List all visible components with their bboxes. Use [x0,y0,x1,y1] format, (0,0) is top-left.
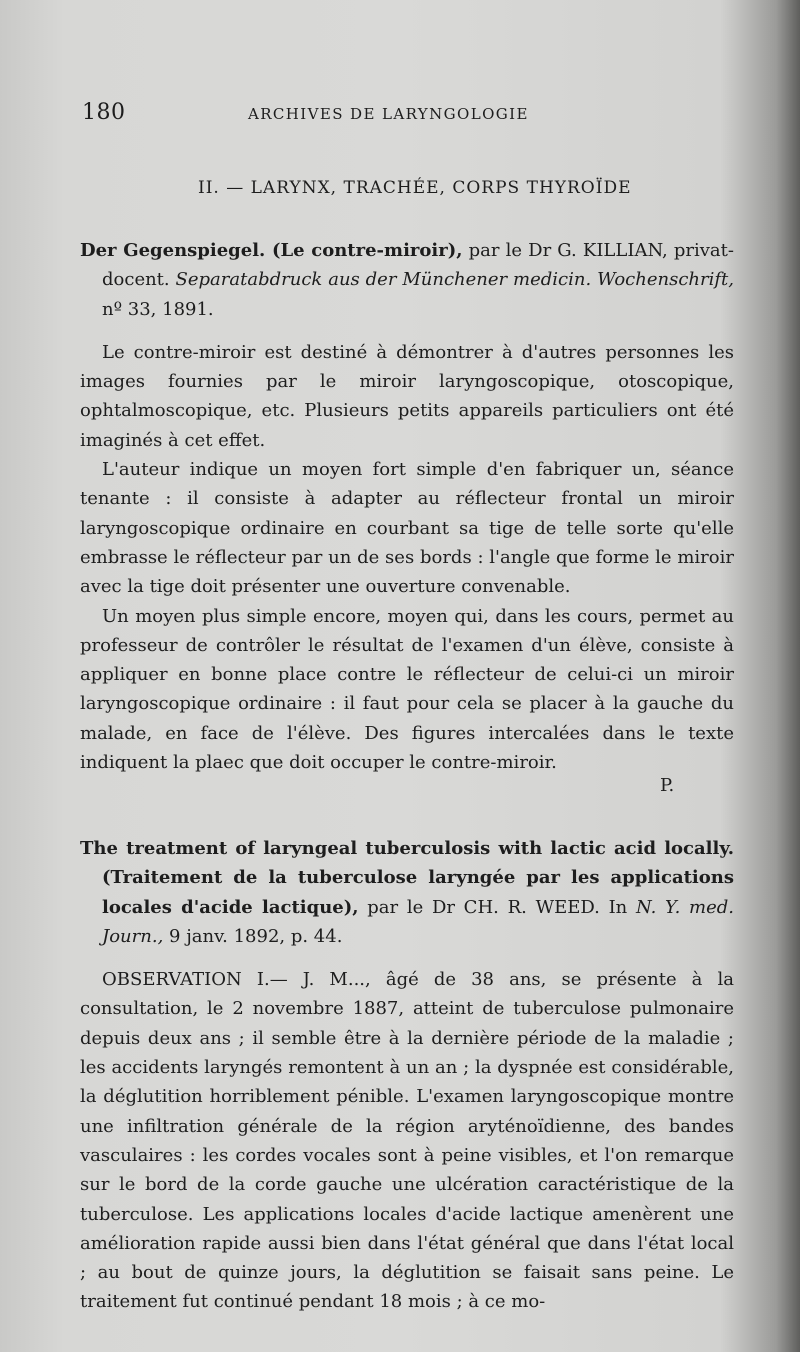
paragraph: Un moyen plus simple encore, moyen qui, dans les cours, permet au professeur de contrôler le résultat de l'examen d'un élève, consiste à appliquer en bonne place contre le réflecteur de celui-ci un miroir laryngoscopique ordinaire : il faut pour cela se placer à la gauche du malade, en face de l'élève. Des figures intercalées dans le texte indiquent la plaec que doit occuper le contre-miroir. [80,605,734,774]
article-source: Separatabdruck aus der Münchener medicin. Wochenschrift, [175,269,734,291]
spacer [80,324,734,338]
journal-title: ARCHIVES DE LARYNGOLOGIE [248,105,529,123]
article-author: par le Dr CH. R. WEED. In [367,896,628,918]
article-larynx-contre-miroir [80,236,734,777]
paragraph: Le contre-miroir est destiné à démontrer à d'autres personnes les images fournies par le miroir laryngoscopique, otoscopique, ophtalmoscopique, etc. Plusieurs petits appareils particuliers ont été imaginés à cet effet. [80,341,734,451]
article-issue: 9 janv. 1892, p. 44. [169,925,343,947]
page-number: 180 [82,100,126,125]
article-title: Der Gegenspiegel. (Le contre-miroir), [80,240,463,261]
article-citation [80,834,734,951]
observation-paragraph: OBSERVATION I.— J. M..., âgé de 38 ans, se présente à la consultation, le 2 novembre 1887, atteint de tuberculose pulmonaire depuis deux ans ; il semble être à la dernière période de la maladie ; les accidents laryngés remontent à un an ; la dyspnée est considérable, la déglutition horriblement pénible. L'examen laryngoscopique montre une infiltration générale de la région aryténoïdienne, des bandes vasculaires : les cordes vocales sont à peine visibles, et l'on remarque sur le bord de la corde gauche une ulcération caractéristique de la tuberculose. Les applications locales d'acide lactique amenèrent une amélioration rapide aussi bien dans l'état général que dans l'état local ; au bout de quinze jours, la déglutition se faisait sans peine. Le traitement fut continué pendant 18 mois ; à ce mo- [80,969,734,1313]
article-citation [80,236,734,324]
article-issue: nº 33, 1891. [102,298,214,320]
author-signature: P. [660,775,675,796]
article-laryngeal-tuberculosis [80,834,734,1317]
running-head [82,100,722,130]
article-title: The treatment of laryngeal tuberculosis with lactic acid locally. (Traitement de la tuberculose laryngée par les applications locales d'acide lactique), [80,838,734,918]
section-heading: II. — LARYNX, TRACHÉE, CORPS THYROÏDE [198,178,632,198]
paragraph: L'auteur indique un moyen fort simple d'en fabriquer un, séance tenante : il consiste à adapter au réflecteur frontal un miroir laryngoscopique ordinaire en courbant sa tige de telle sorte qu'elle embrasse le réflecteur par un de ses bords : l'angle que forme le miroir avec la tige doit présenter une ouverture convenable. [80,459,734,598]
article-author: par le Dr G. KILLIAN, privat-docent. [102,240,734,291]
spacer [80,951,734,965]
article-source: N. Y. med. Journ., [102,896,734,947]
